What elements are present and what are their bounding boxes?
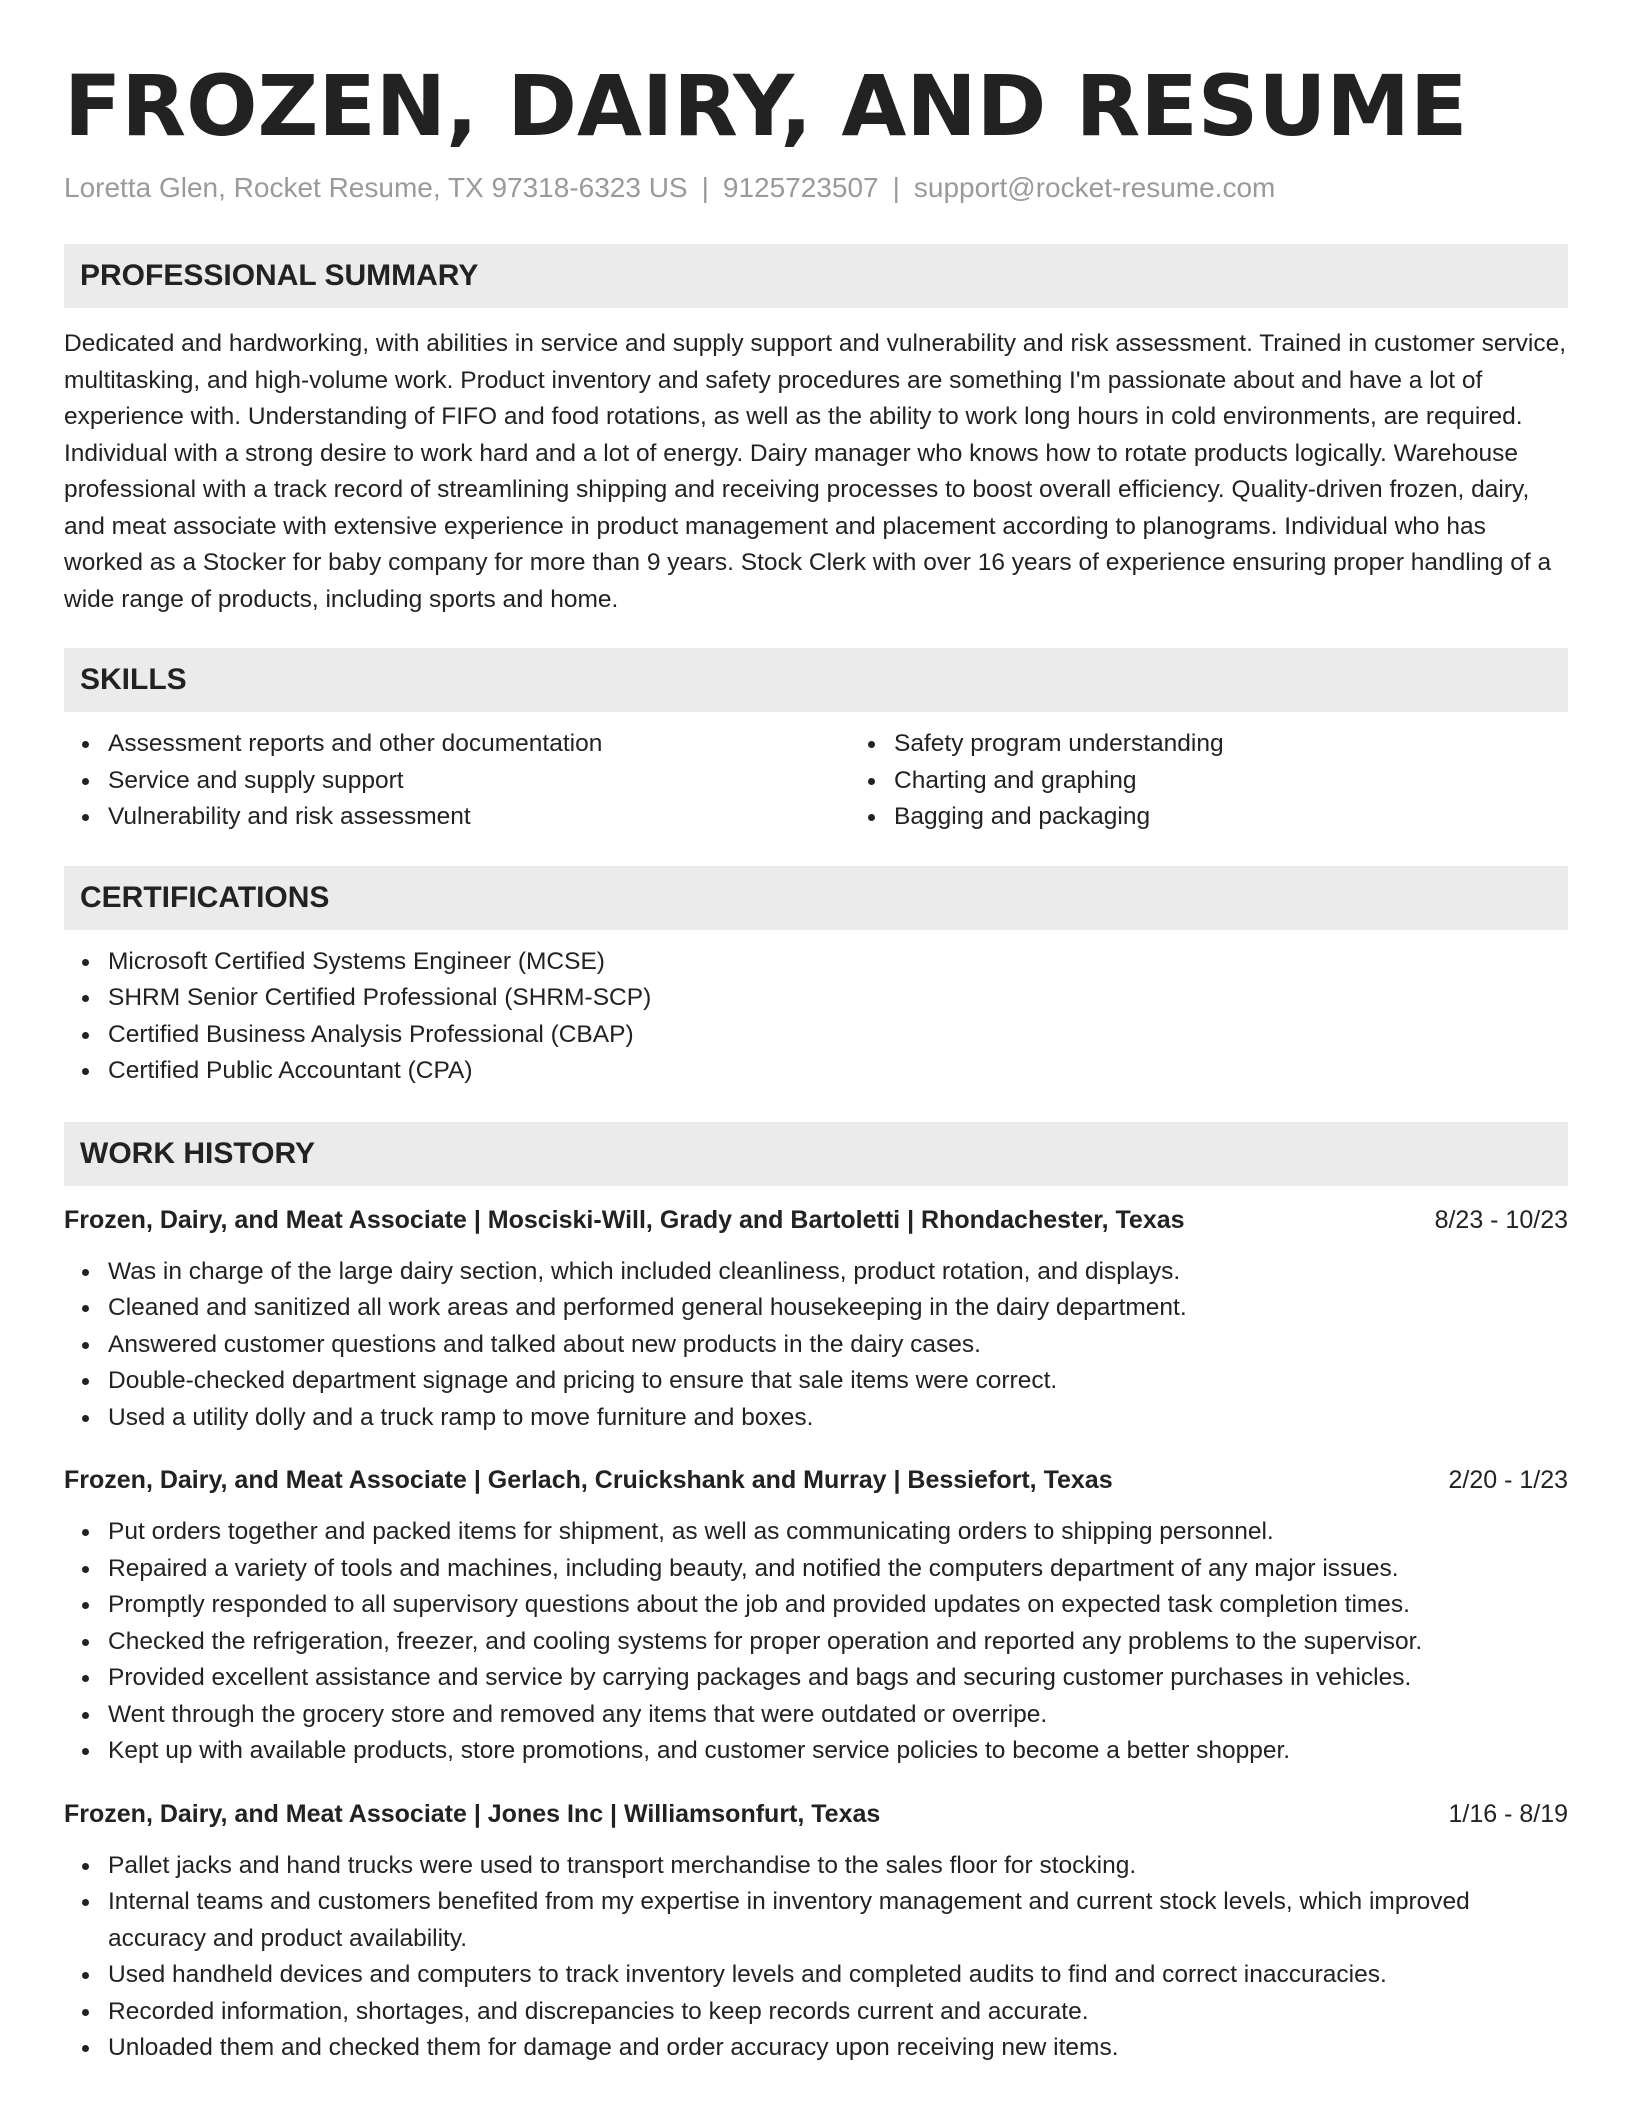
skills-column-right: [850, 726, 1224, 836]
job-duty-item: Used a utility dolly and a truck ramp to move furniture and boxes.: [108, 1400, 1568, 1437]
job-title: Frozen, Dairy, and Meat Associate | Jones Inc | Williamsonfurt, Texas: [64, 1799, 881, 1828]
job-duty-item: Went through the grocery store and removed any items that were outdated or overripe.: [108, 1697, 1568, 1734]
contact-phone: 9125723507: [722, 172, 879, 203]
job-duties: [64, 1254, 1568, 1437]
job-entry: [64, 1462, 1568, 1770]
summary-text: Dedicated and hardworking, with abilities in service and supply support and vulnerability and risk assessment. Trained in customer service, multitasking, and high-volume work. Product inventory and safety procedures are something I'm passionate about and have a lot of experience with. Understanding of FIFO and food rotations, as well as the ability to work long hours in cold environments, are required. Individual with a strong desire to work hard and a lot of energy. Dairy manager who knows how to rotate products logically. Warehouse professional with a track record of streamlining shipping and receiving processes to boost overall efficiency. Quality-driven frozen, dairy, and meat associate with extensive experience in product management and placement according to planograms. Individual who has worked as a Stocker for baby company for more than 9 years. Stock Clerk with over 16 years of experience ensuring proper handling of a wide range of products, including sports and home.: [64, 330, 1567, 613]
job-duty-item: Recorded information, shortages, and discrepancies to keep records current and accurate.: [108, 1994, 1568, 2031]
job-header: [64, 1202, 1568, 1238]
certification-item: Microsoft Certified Systems Engineer (MCSE): [108, 944, 1568, 981]
resume-title: FROZEN, DAIRY, AND RESUME: [64, 57, 1468, 155]
job-duty-item: Unloaded them and checked them for damage and order accuracy upon receiving new items.: [108, 2030, 1568, 2067]
certification-item: Certified Public Accountant (CPA): [108, 1053, 1568, 1090]
skill-item: Bagging and packaging: [894, 799, 1224, 836]
job-entry: [64, 1796, 1568, 2067]
skill-item: Safety program understanding: [894, 726, 1224, 763]
skill-item: Assessment reports and other documentation: [108, 726, 850, 763]
job-duty-item: Double-checked department signage and pricing to ensure that sale items were correct.: [108, 1363, 1568, 1400]
job-dates: 8/23 - 10/23: [1434, 1205, 1568, 1234]
job-duty-item: Cleaned and sanitized all work areas and performed general housekeeping in the dairy department.: [108, 1290, 1568, 1327]
job-duties: [64, 1514, 1568, 1770]
job-header: [64, 1462, 1568, 1498]
skill-item: Vulnerability and risk assessment: [108, 799, 850, 836]
contact-address: Loretta Glen, Rocket Resume, TX 97318-6323 US: [64, 172, 688, 203]
job-duty-item: Was in charge of the large dairy section, which included cleanliness, product rotation, and displays.: [108, 1254, 1568, 1291]
job-title: Frozen, Dairy, and Meat Associate | Mosciski-Will, Grady and Bartoletti | Rhondachester, Texas: [64, 1205, 1185, 1234]
section-header-skills: SKILLS: [64, 648, 1568, 712]
job-dates: 1/16 - 8/19: [1448, 1799, 1568, 1828]
job-duty-item: Internal teams and customers benefited from my expertise in inventory management and current stock levels, which improved accuracy and product availability.: [108, 1884, 1568, 1957]
job-duty-item: Used handheld devices and computers to track inventory levels and completed audits to find and correct inaccuracies.: [108, 1957, 1568, 1994]
skills-column-left: [64, 726, 850, 836]
job-header: [64, 1796, 1568, 1832]
job-entry: [64, 1202, 1568, 1437]
contact-separator: |: [892, 172, 900, 203]
contact-email: support@rocket-resume.com: [913, 172, 1276, 203]
skill-item: Charting and graphing: [894, 763, 1224, 800]
job-duty-item: Repaired a variety of tools and machines, including beauty, and notified the computers department of any major issues.: [108, 1551, 1568, 1588]
contact-separator: |: [701, 172, 709, 203]
certification-item: Certified Business Analysis Professional (CBAP): [108, 1017, 1568, 1054]
job-duty-item: Answered customer questions and talked about new products in the dairy cases.: [108, 1327, 1568, 1364]
job-dates: 2/20 - 1/23: [1448, 1466, 1568, 1494]
job-duty-item: Kept up with available products, store promotions, and customer service policies to become a better shopper.: [108, 1733, 1568, 1770]
job-duties: [64, 1848, 1568, 2067]
skills-list: [64, 726, 1568, 836]
certifications-list: [64, 944, 1568, 1090]
section-header-work-history: WORK HISTORY: [64, 1122, 1568, 1186]
job-duty-item: Checked the refrigeration, freezer, and cooling systems for proper operation and reported any problems to the supervisor.: [108, 1624, 1568, 1661]
section-header-certifications: CERTIFICATIONS: [64, 866, 1568, 930]
job-duty-item: Promptly responded to all supervisory questions about the job and provided updates on expected task completion times.: [108, 1587, 1568, 1624]
certification-item: SHRM Senior Certified Professional (SHRM-SCP): [108, 980, 1568, 1017]
job-duty-item: Put orders together and packed items for shipment, as well as communicating orders to shipping personnel.: [108, 1514, 1568, 1551]
job-duty-item: Provided excellent assistance and service by carrying packages and bags and securing customer purchases in vehicles.: [108, 1660, 1568, 1697]
job-duty-item: Pallet jacks and hand trucks were used to transport merchandise to the sales floor for stocking.: [108, 1848, 1568, 1885]
job-title: Frozen, Dairy, and Meat Associate | Gerlach, Cruickshank and Murray | Bessiefort, Texas: [64, 1466, 1113, 1494]
contact-line: [64, 170, 1568, 206]
skill-item: Service and supply support: [108, 763, 850, 800]
section-header-summary: PROFESSIONAL SUMMARY: [64, 244, 1568, 308]
